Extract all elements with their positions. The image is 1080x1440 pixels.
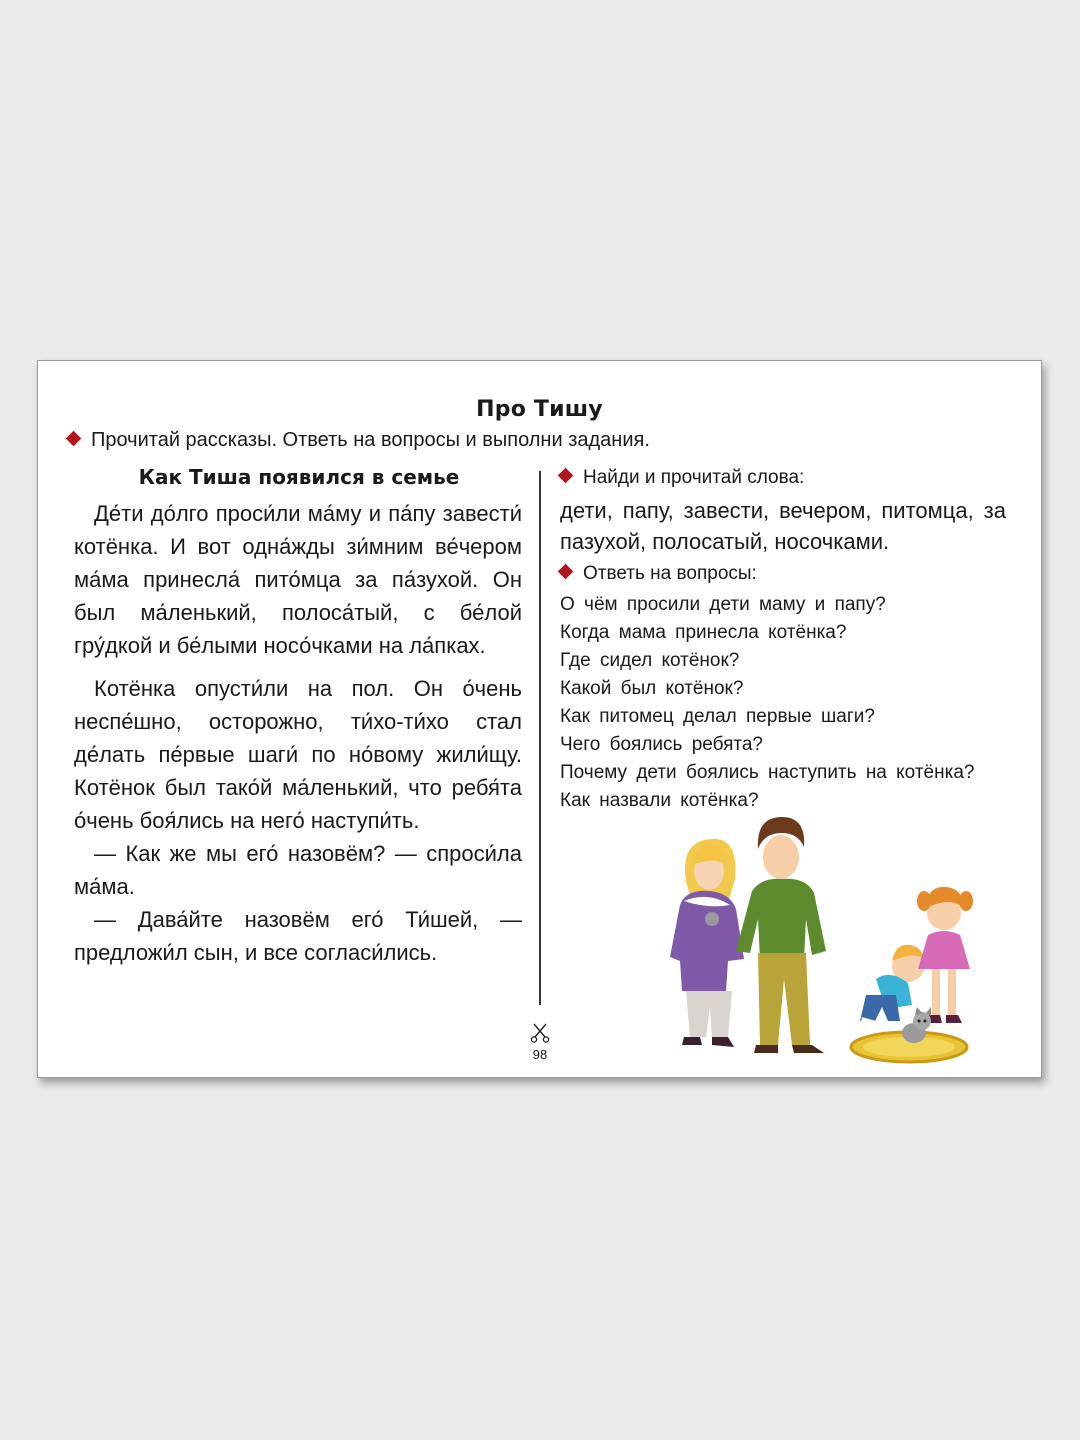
family-illustration: [626, 809, 986, 1071]
word-list: дети, папу, завести, вечером, питомца, за пазухой, полосатый, носочками.: [560, 498, 1006, 554]
question-item: Как питомец делал первые шаги?: [560, 706, 875, 727]
cut-line: [539, 471, 541, 1005]
question-item: Как назвали котёнка?: [560, 790, 759, 811]
story-title: Как Тиша появился в семье: [138, 465, 460, 489]
scissors-icon: [530, 1023, 550, 1043]
story-paragraph: Котёнка опусти́ли на пол. Он о́чень неспе́шно, осторожно, ти́хо-ти́хо стал де́лать пе́рвые шаги́ по но́вому жили́щу. Котёнок был тако́й ма́ленький, что ребя́та о́чень боя́лись на него́ наступи́ть.: [74, 676, 522, 833]
question-item: Когда мама принесла котёнка?: [560, 622, 847, 643]
page-number: 98: [532, 1047, 548, 1062]
worksheet-card: [37, 360, 1042, 1078]
task-find-words: [560, 467, 1010, 489]
girl-figure: [917, 887, 973, 1023]
story-paragraph: Де́ти до́лго проси́ли ма́му и па́пу завести́ котёнка. И вот одна́жды зи́мним ве́чером ма́ма принесла́ пито́мца за па́зухой. Он был ма́ленький, полоса́тый, с бе́лой гру́дкой и бе́лыми носо́чками на ла́пках.: [74, 501, 522, 658]
question-item: Почему дети боялись наступить на котёнка?: [560, 762, 975, 783]
diamond-icon: [66, 431, 82, 447]
task-label: Ответь на вопросы:: [583, 563, 757, 584]
question-item: О чём просили дети маму и папу?: [560, 594, 886, 615]
question-item: Где сидел котёнок?: [560, 650, 740, 671]
question-item: Какой был котёнок?: [560, 678, 744, 699]
diamond-icon: [558, 564, 574, 580]
question-item: Чего боялись ребята?: [560, 734, 764, 755]
page-title: Про Тишу: [476, 397, 603, 422]
instruction-text: Прочитай рассказы. Ответь на вопросы и выполни задания.: [91, 429, 650, 451]
task-label: Найди и прочитай слова:: [583, 467, 805, 488]
story-dialog: — Как же мы его́ назовём? — спроси́ла ма́ма.: [74, 841, 522, 899]
diamond-icon: [558, 468, 574, 484]
father-figure: [736, 817, 826, 1053]
mother-figure: [670, 839, 744, 1047]
instruction: [68, 429, 650, 452]
story-text: [74, 497, 522, 969]
story-dialog: — Дава́йте назовём его́ Ти́шей, — предложи́л сын, и все согласи́лись.: [74, 907, 522, 965]
task-answer-questions: [560, 563, 1010, 585]
question-list: [560, 591, 1010, 815]
